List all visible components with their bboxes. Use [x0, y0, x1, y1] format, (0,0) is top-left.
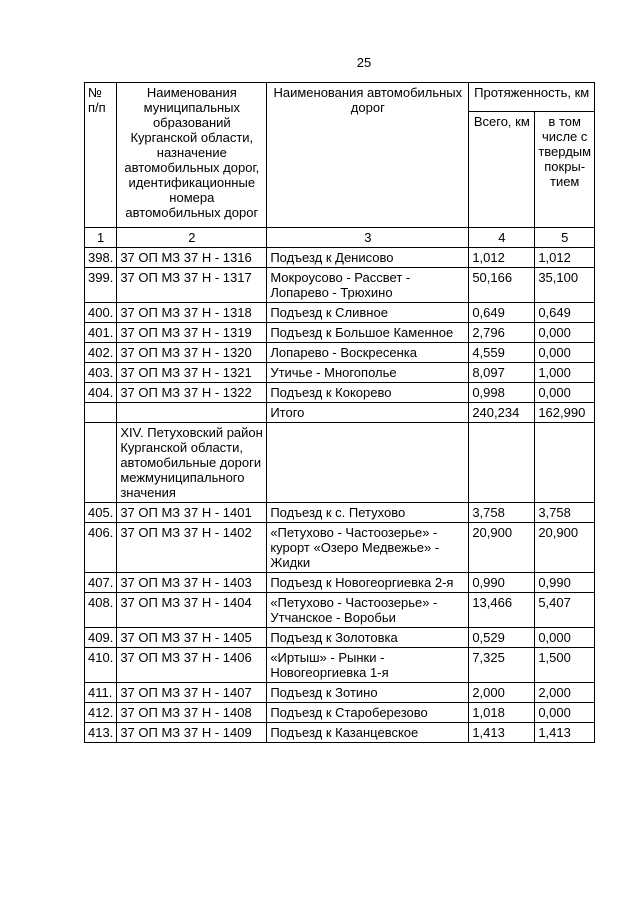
table-row: [85, 683, 595, 703]
row-number: 404.: [85, 383, 117, 403]
length-total: 3,758: [469, 503, 535, 523]
length-total: 13,466: [469, 593, 535, 628]
table-row: [85, 703, 595, 723]
column-number-row: [85, 228, 595, 248]
length-total: 0,529: [469, 628, 535, 648]
header-road-names: Наименования автомобильных дорог: [267, 83, 469, 228]
road-id: 37 ОП МЗ 37 Н - 1409: [117, 723, 267, 743]
length-total: 2,796: [469, 323, 535, 343]
roads-table-body: [85, 83, 595, 743]
road-name: Подъезд к Новогеоргиевка 2-я: [267, 573, 469, 593]
roads-table: [84, 82, 595, 743]
length-paved: 1,012: [535, 248, 595, 268]
table-row: [85, 343, 595, 363]
column-number: 4: [469, 228, 535, 248]
section-heading-row: [85, 423, 595, 503]
length-paved: 35,100: [535, 268, 595, 303]
road-name: Подъезд к Сливное: [267, 303, 469, 323]
table-row: [85, 593, 595, 628]
length-total: 0,990: [469, 573, 535, 593]
table-row: [85, 523, 595, 573]
length-total: 20,900: [469, 523, 535, 573]
length-paved: 3,758: [535, 503, 595, 523]
length-paved: 0,000: [535, 703, 595, 723]
length-paved: 20,900: [535, 523, 595, 573]
row-number: 405.: [85, 503, 117, 523]
road-id: 37 ОП МЗ 37 Н - 1316: [117, 248, 267, 268]
length-paved: 0,000: [535, 343, 595, 363]
road-id: 37 ОП МЗ 37 Н - 1322: [117, 383, 267, 403]
road-name: Лопарево - Воскресенка: [267, 343, 469, 363]
length-paved: 0,990: [535, 573, 595, 593]
row-number: 400.: [85, 303, 117, 323]
road-id: 37 ОП МЗ 37 Н - 1403: [117, 573, 267, 593]
row-number: 398.: [85, 248, 117, 268]
column-number: 2: [117, 228, 267, 248]
road-name: Мокроусово - Рассвет - Лопарево - Трюхино: [267, 268, 469, 303]
road-id: 37 ОП МЗ 37 Н - 1404: [117, 593, 267, 628]
length-paved: 0,649: [535, 303, 595, 323]
length-paved: 0,000: [535, 628, 595, 648]
length-paved: 1,500: [535, 648, 595, 683]
road-id: 37 ОП МЗ 37 Н - 1407: [117, 683, 267, 703]
header-num: № п/п: [85, 83, 117, 228]
road-name: Подъезд к Казанцевское: [267, 723, 469, 743]
table-row: [85, 628, 595, 648]
length-total: 4,559: [469, 343, 535, 363]
table-row: [85, 363, 595, 383]
row-number: 407.: [85, 573, 117, 593]
empty-cell: [117, 403, 267, 423]
road-id: 37 ОП МЗ 37 Н - 1402: [117, 523, 267, 573]
table-row: [85, 503, 595, 523]
length-total: 1,012: [469, 248, 535, 268]
table-row: [85, 573, 595, 593]
empty-cell: [469, 423, 535, 503]
road-name: Подъезд к с. Петухово: [267, 503, 469, 523]
road-name: Подъезд к Денисово: [267, 248, 469, 268]
row-number: 402.: [85, 343, 117, 363]
length-paved: 1,000: [535, 363, 595, 383]
empty-cell: [85, 403, 117, 423]
road-name: «Петухово - Частоозерье» - Утчанское - Воробьи: [267, 593, 469, 628]
length-paved: 1,413: [535, 723, 595, 743]
total-row: [85, 403, 595, 423]
road-id: 37 ОП МЗ 37 Н - 1320: [117, 343, 267, 363]
road-id: 37 ОП МЗ 37 Н - 1319: [117, 323, 267, 343]
road-id: 37 ОП МЗ 37 Н - 1317: [117, 268, 267, 303]
table-row: [85, 723, 595, 743]
table-row: [85, 248, 595, 268]
empty-cell: [267, 423, 469, 503]
length-paved: 5,407: [535, 593, 595, 628]
row-number: 403.: [85, 363, 117, 383]
table-row: [85, 303, 595, 323]
table-row: [85, 323, 595, 343]
section-heading: XIV. Петуховский район Курганской области, автомобильные дороги межмуниципального значения: [117, 423, 267, 503]
table-row: [85, 268, 595, 303]
total-paved: 162,990: [535, 403, 595, 423]
row-number: 401.: [85, 323, 117, 343]
length-paved: 0,000: [535, 383, 595, 403]
table-row: [85, 383, 595, 403]
row-number: 409.: [85, 628, 117, 648]
empty-cell: [535, 423, 595, 503]
length-total: 50,166: [469, 268, 535, 303]
column-number: 1: [85, 228, 117, 248]
header-paved: в том числе с твердым покры-тием: [535, 112, 595, 228]
length-paved: 0,000: [535, 323, 595, 343]
row-number: 408.: [85, 593, 117, 628]
row-number: 410.: [85, 648, 117, 683]
road-name: Подъезд к Староберезово: [267, 703, 469, 723]
length-total: 2,000: [469, 683, 535, 703]
page-number: 25: [356, 55, 372, 70]
length-total: 1,413: [469, 723, 535, 743]
road-name: Утичье - Многополье: [267, 363, 469, 383]
road-name: «Иртыш» - Рынки - Новогеоргиевка 1-я: [267, 648, 469, 683]
road-id: 37 ОП МЗ 37 Н - 1408: [117, 703, 267, 723]
header-length: Протяженность, км: [469, 83, 595, 112]
length-total: 0,998: [469, 383, 535, 403]
road-id: 37 ОП МЗ 37 Н - 1401: [117, 503, 267, 523]
total-label: Итого: [267, 403, 469, 423]
road-name: Подъезд к Золотовка: [267, 628, 469, 648]
road-id: 37 ОП МЗ 37 Н - 1321: [117, 363, 267, 383]
row-number: 411.: [85, 683, 117, 703]
row-number: 412.: [85, 703, 117, 723]
road-name: Подъезд к Кокорево: [267, 383, 469, 403]
column-number: 3: [267, 228, 469, 248]
total-length: 240,234: [469, 403, 535, 423]
length-total: 8,097: [469, 363, 535, 383]
column-number: 5: [535, 228, 595, 248]
row-number: 399.: [85, 268, 117, 303]
length-total: 7,325: [469, 648, 535, 683]
length-total: 0,649: [469, 303, 535, 323]
row-number: 406.: [85, 523, 117, 573]
length-paved: 2,000: [535, 683, 595, 703]
road-name: «Петухово - Частоозерье» - курорт «Озеро Медвежье» - Жидки: [267, 523, 469, 573]
row-number: 413.: [85, 723, 117, 743]
table-row: [85, 648, 595, 683]
header-total: Всего, км: [469, 112, 535, 228]
road-id: 37 ОП МЗ 37 Н - 1318: [117, 303, 267, 323]
empty-cell: [85, 423, 117, 503]
table-header-row: [85, 83, 595, 112]
road-id: 37 ОП МЗ 37 Н - 1405: [117, 628, 267, 648]
road-name: Подъезд к Большое Каменное: [267, 323, 469, 343]
road-id: 37 ОП МЗ 37 Н - 1406: [117, 648, 267, 683]
header-municipality: Наименования муниципальных образований Курганской области, назначение автомобильных дорог, идентификационные номера автомобильных дорог: [117, 83, 267, 228]
length-total: 1,018: [469, 703, 535, 723]
road-name: Подъезд к Зотино: [267, 683, 469, 703]
